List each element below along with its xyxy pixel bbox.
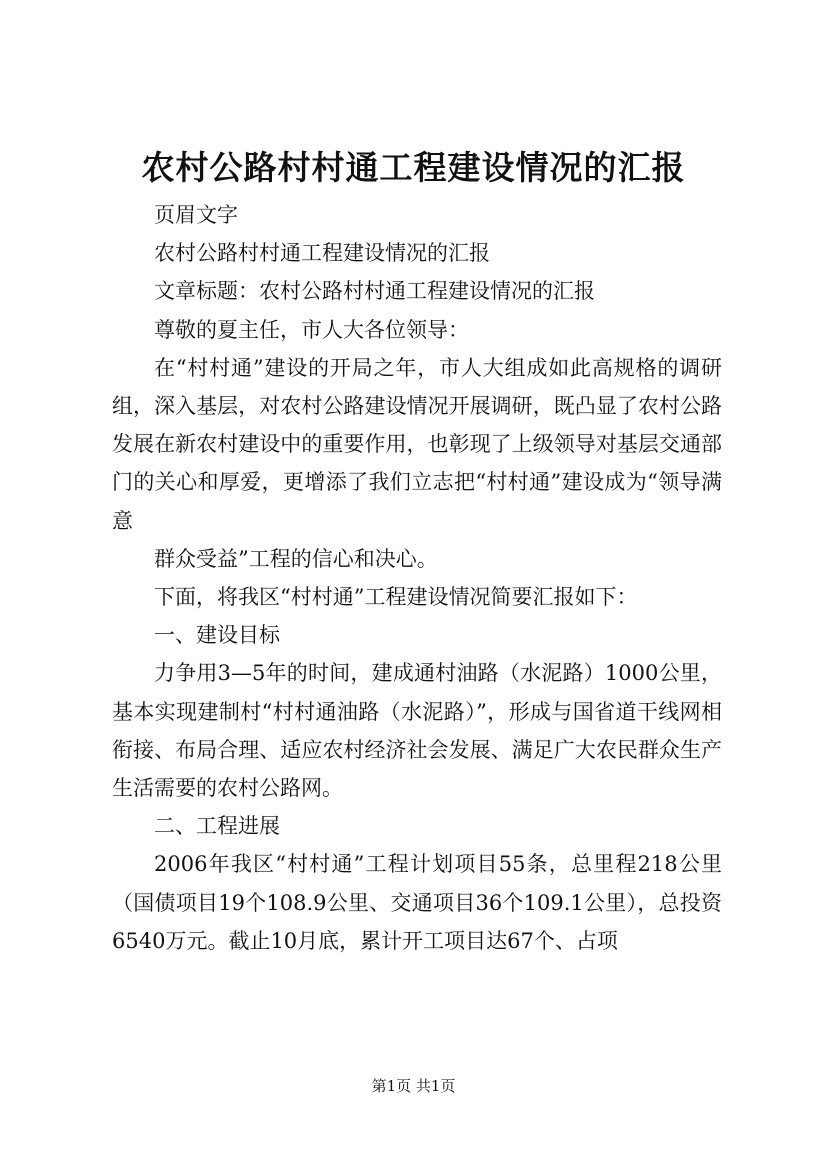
document-body [112, 196, 722, 960]
paragraph-header-text: 页眉文字 [154, 203, 238, 227]
page-footer: 第1页 共1页 [371, 1077, 456, 1095]
paragraph-goals: 力争用3—5年的时间，建成通村油路（水泥路）1000公里，基本实现建制村“村村通油路（水泥路）”，形成与国省道干线网相衔接、布局合理、适应农村经济社会发展、满足广大农民群众生产生活需要的农村公路网。 [112, 661, 722, 801]
paragraph-report-lead: 下面，将我区“村村通”工程建设情况简要汇报如下： [154, 585, 638, 610]
paragraph-progress: 2006年我区“村村通”工程计划项目55条，总里程218公里（国债项目19个108.9公里、交通项目36个109.1公里），总投资6540万元。截止10月底，累计开工项目达67个、占项 [112, 852, 722, 953]
paragraph-intro: 在“村村通”建设的开局之年，市人大组成如此高规格的调研组，深入基层，对农村公路建设情况开展调研，既凸显了农村公路发展在新农村建设中的重要作用，也彰现了上级领导对基层交通部门的关心和厚爱，更增添了我们立志把“村村通”建设成为“领导满意 [112, 355, 722, 533]
paragraph-subtitle: 农村公路村村通工程建设情况的汇报 [154, 241, 490, 266]
paragraph-article-title: 文章标题：农村公路村村通工程建设情况的汇报 [154, 279, 595, 304]
section-heading-progress: 二、工程进展 [154, 814, 280, 839]
document-title: 农村公路村村通工程建设情况的汇报 [141, 148, 686, 187]
paragraph-intro-continued: 群众受益”工程的信心和决心。 [154, 546, 438, 571]
paragraph-salutation: 尊敬的夏主任，市人大各位领导： [154, 317, 469, 342]
section-heading-goals: 一、建设目标 [154, 623, 280, 648]
